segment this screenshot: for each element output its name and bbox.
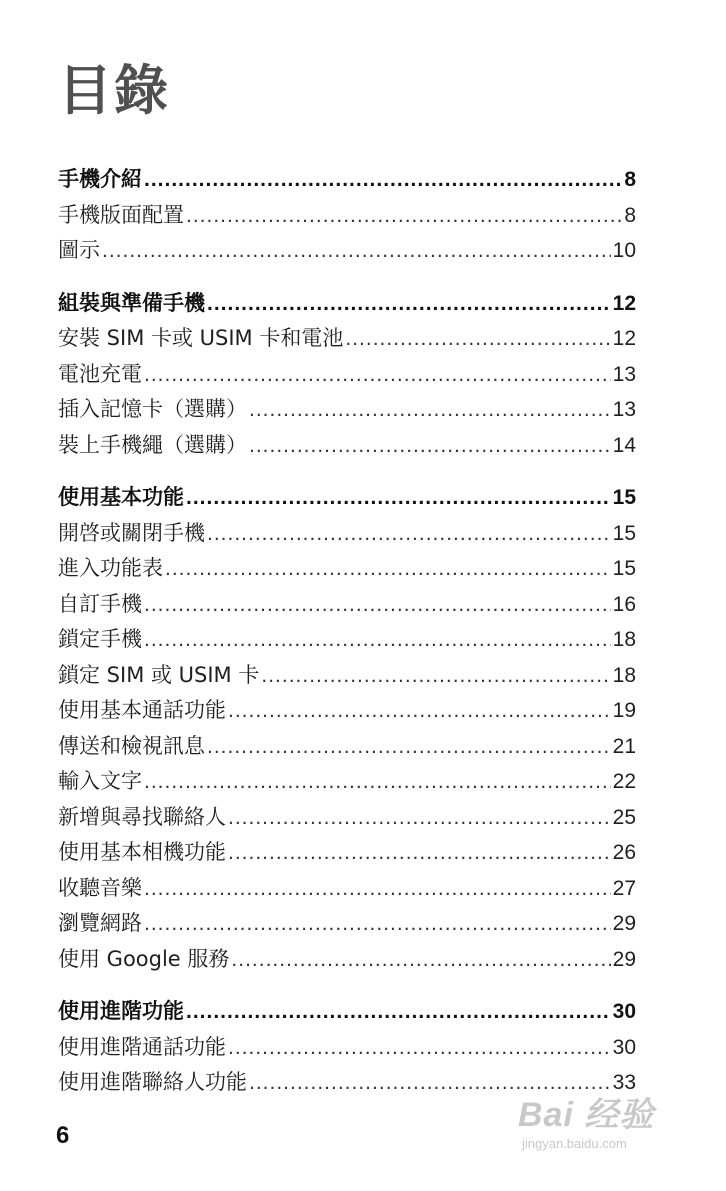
toc-page-number: 21 (612, 734, 636, 758)
toc-entry-label: 使用進階通話功能 (58, 1034, 226, 1059)
toc-entry[interactable] (58, 907, 636, 943)
dot-leader (144, 593, 611, 617)
toc-entry-label: 收聽音樂 (58, 875, 142, 900)
toc-entry-label: 輸入文字 (58, 769, 142, 793)
dot-leader (165, 557, 611, 581)
toc-page-number: 15 (612, 557, 636, 580)
toc-entry[interactable] (58, 588, 636, 624)
dot-leader (144, 168, 622, 192)
watermark-logo: Bai 经验 (518, 1096, 655, 1134)
dot-leader (102, 239, 611, 263)
toc-page-number: 29 (612, 947, 636, 971)
toc-heading-label: 使用進階功能 (58, 999, 184, 1023)
toc-page-number: 30 (612, 1000, 636, 1023)
dot-leader (228, 806, 611, 830)
toc-entry-label: 使用基本相機功能 (58, 840, 226, 864)
toc-page-number: 16 (612, 592, 636, 616)
toc-entry-label: 新增與尋找聯絡人 (58, 804, 226, 829)
toc-page-number: 22 (612, 770, 636, 793)
toc-page-number: 14 (612, 433, 636, 457)
toc-entry[interactable] (58, 659, 636, 695)
toc-section (58, 287, 636, 465)
toc-page-number: 13 (612, 362, 636, 386)
toc-heading[interactable] (58, 995, 636, 1031)
toc-entry[interactable] (58, 429, 636, 465)
toc-entry[interactable] (58, 801, 636, 837)
toc-entry-label: 插入記憶卡（選購） (58, 397, 247, 421)
dot-leader (144, 877, 611, 901)
toc-page-number: 12 (612, 327, 636, 350)
toc-entry[interactable] (58, 1031, 636, 1067)
toc-page-number: 15 (612, 486, 636, 509)
toc-heading-label: 組裝與準備手機 (58, 290, 205, 315)
toc-entry[interactable] (58, 234, 636, 270)
toc-entry[interactable] (58, 694, 636, 730)
dot-leader (207, 292, 611, 316)
toc-entry-label: 鎖定手機 (58, 627, 142, 651)
footer-page-number: 6 (56, 1122, 70, 1149)
dot-leader (207, 522, 611, 546)
dot-leader (186, 204, 622, 228)
toc-page-number: 10 (612, 239, 636, 262)
toc-entry[interactable] (58, 623, 636, 659)
dot-leader (144, 628, 611, 652)
toc-heading[interactable] (58, 481, 636, 517)
toc-entry[interactable] (58, 322, 636, 358)
dot-leader (249, 434, 611, 458)
toc-entry[interactable] (58, 199, 636, 235)
toc-entry[interactable] (58, 730, 636, 766)
toc-entry-label: 開啓或關閉手機 (58, 520, 205, 545)
toc-entry-label: 鎖定 SIM 或 USIM 卡 (58, 662, 260, 687)
toc-heading[interactable] (58, 287, 636, 323)
dot-leader (144, 363, 611, 387)
toc-page-number: 12 (612, 291, 636, 315)
toc-entry-label: 圖示 (58, 238, 100, 262)
toc-entry[interactable] (58, 765, 636, 801)
toc-heading[interactable] (58, 163, 636, 199)
dot-leader (228, 1036, 611, 1060)
toc-page-number: 18 (612, 628, 636, 651)
table-of-contents (58, 163, 636, 1119)
toc-entry-label: 瀏覽網路 (58, 911, 142, 935)
toc-page-number: 26 (612, 841, 636, 864)
dot-leader (228, 841, 611, 865)
toc-section (58, 995, 636, 1102)
page-title: 目錄 (58, 59, 170, 122)
toc-entry-label: 安裝 SIM 卡或 USIM 卡和電池 (58, 326, 344, 350)
toc-page-number: 13 (612, 398, 636, 421)
dot-leader (249, 398, 611, 422)
toc-entry-label: 使用 Google 服務 (58, 946, 230, 971)
dot-leader (249, 1071, 611, 1095)
dot-leader (207, 735, 611, 759)
toc-section (58, 481, 636, 978)
toc-entry-label: 裝上手機繩（選購） (58, 432, 247, 457)
toc-heading-label: 手機介紹 (58, 167, 142, 191)
toc-page-number: 8 (624, 168, 636, 191)
dot-leader (231, 948, 610, 972)
toc-entry[interactable] (58, 517, 636, 553)
dot-leader (228, 699, 611, 723)
toc-entry-label: 手機版面配置 (58, 202, 184, 227)
toc-entry[interactable] (58, 552, 636, 588)
toc-entry[interactable] (58, 358, 636, 394)
toc-page-number: 8 (624, 203, 636, 227)
toc-entry[interactable] (58, 872, 636, 908)
toc-entry[interactable] (58, 393, 636, 429)
toc-entry-label: 進入功能表 (58, 556, 163, 580)
toc-page-number: 29 (612, 912, 636, 935)
toc-page-number: 19 (612, 699, 636, 722)
toc-page-number: 27 (612, 876, 636, 900)
toc-entry-label: 自訂手機 (58, 591, 142, 616)
toc-entry-label: 電池充電 (58, 361, 142, 386)
dot-leader (144, 770, 611, 794)
toc-heading-label: 使用基本功能 (58, 485, 184, 509)
dot-leader (345, 327, 610, 351)
baidu-watermark (518, 1098, 688, 1168)
dot-leader (186, 1000, 611, 1024)
toc-page-number: 18 (612, 663, 636, 687)
dot-leader (144, 912, 611, 936)
toc-entry-label: 使用基本通話功能 (58, 698, 226, 722)
toc-section (58, 163, 636, 270)
watermark-url: jingyan.baidu.com (522, 1136, 627, 1151)
toc-page-number: 33 (612, 1071, 636, 1094)
toc-page-number: 30 (612, 1035, 636, 1059)
toc-entry[interactable] (58, 836, 636, 872)
dot-leader (186, 486, 611, 510)
toc-entry[interactable] (58, 943, 636, 979)
dot-leader (261, 664, 610, 688)
toc-page-number: 25 (612, 805, 636, 829)
toc-entry-label: 使用進階聯絡人功能 (58, 1070, 247, 1094)
toc-entry-label: 傳送和檢視訊息 (58, 733, 205, 758)
toc-page-number: 15 (612, 521, 636, 545)
